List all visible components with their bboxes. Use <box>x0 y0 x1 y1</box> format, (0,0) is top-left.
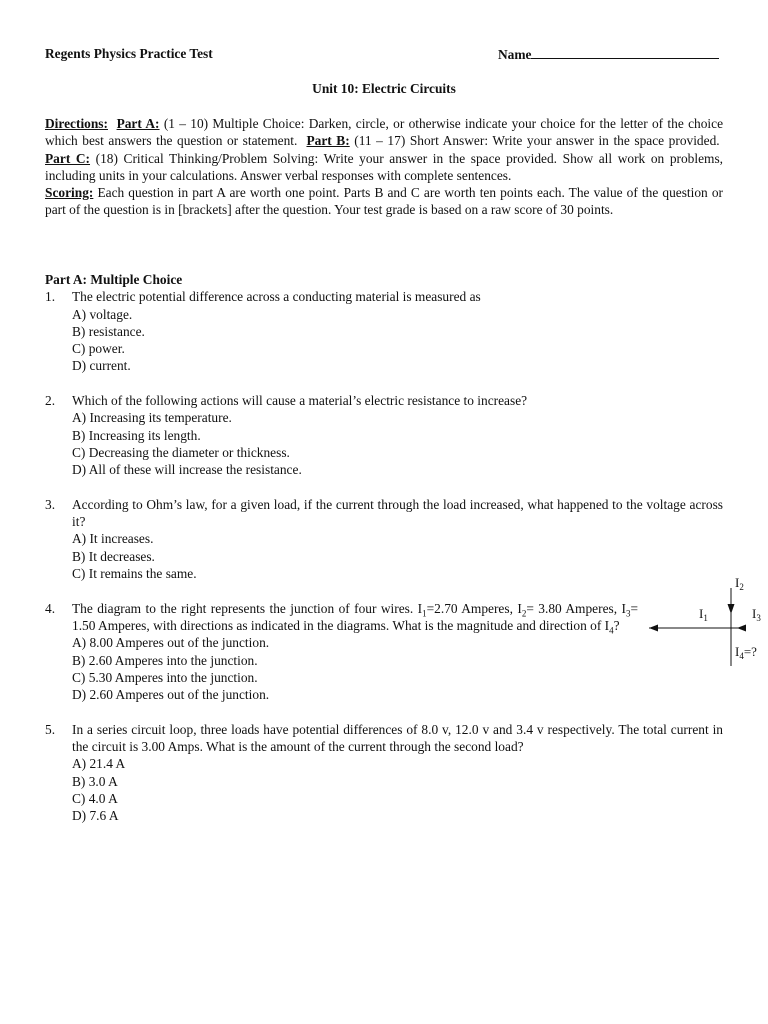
answer-option-d[interactable]: D) 7.6 A <box>72 808 119 824</box>
part-b-text: (11 – 17) Short Answer: Write your answer in the space provided. <box>354 133 720 149</box>
part-a-section <box>45 271 761 825</box>
answer-option-a[interactable]: A) 21.4 A <box>72 756 126 772</box>
answer-option-c[interactable]: C) 5.30 Amperes into the junction. <box>72 669 258 685</box>
part-b-label: Part B: <box>306 133 350 149</box>
answer-option-b[interactable]: B) It decreases. <box>72 548 155 564</box>
part-a-text: (1 – 10) Multiple Choice: Darken, circle, or otherwise indicate your choice for the letter of the choice which best answers the question or statement. <box>45 116 724 149</box>
question-text: Which of the following actions will cause a material’s electric resistance to increase? <box>72 393 528 409</box>
answer-option-c[interactable]: C) Decreasing the diameter or thickness. <box>72 444 290 460</box>
i1-arrow <box>649 624 658 631</box>
answer-option-d[interactable]: D) 2.60 Amperes out of the junction. <box>72 687 270 703</box>
question-2 <box>45 392 723 478</box>
answer-option-b[interactable]: B) resistance. <box>72 323 145 339</box>
question-5 <box>45 721 723 825</box>
directions-block <box>45 115 723 219</box>
question-4 <box>45 575 761 704</box>
i4-label: $I_4=$? <box>735 643 757 661</box>
name-blank-line[interactable] <box>531 45 719 59</box>
question-number: 1. <box>45 289 56 305</box>
unit-title: Unit 10: Electric Circuits <box>312 81 456 96</box>
answer-option-b[interactable]: B) 3.0 A <box>72 773 118 789</box>
answer-option-c[interactable]: C) It remains the same. <box>72 566 197 582</box>
answer-option-b[interactable]: B) Increasing its length. <box>72 427 201 443</box>
question-text: The electric potential difference across a conducting material is measured as <box>72 289 481 305</box>
answer-option-a[interactable]: A) 8.00 Amperes out of the junction. <box>72 635 270 651</box>
answer-options <box>72 409 723 478</box>
part-a-title: Part A: Multiple Choice <box>45 272 183 287</box>
question-number: 5. <box>45 721 56 737</box>
i3-arrow <box>737 624 746 631</box>
answer-option-a[interactable]: A) Increasing its temperature. <box>72 410 232 426</box>
test-title: Regents Physics Practice Test <box>45 46 213 61</box>
answer-option-c[interactable]: C) power. <box>72 341 125 357</box>
question-number: 4. <box>45 600 56 616</box>
i2-label: $I_2$ <box>735 575 744 592</box>
question-3 <box>45 496 723 582</box>
answer-options <box>72 530 723 582</box>
scoring-text: Each question in part A are worth one point. Parts B and C are worth ten points each. The value of the question or part of the question is in [brackets] after the question. Your test grade is based on a raw score of 30 points. <box>45 185 723 218</box>
answer-option-c[interactable]: C) 4.0 A <box>72 790 118 806</box>
answer-options <box>72 306 723 375</box>
question-text: The diagram to the right represents the junction of four wires. $I_1=2.70$ Amperes, $I_2= 3.80$ Amperes, $I_3= 1.50$ Amperes, with directions as indicated in the diagrams. What is the magnitude and direction of $I_4$? <box>72 600 638 636</box>
question-1 <box>45 288 723 374</box>
name-label: Name <box>498 47 532 62</box>
answer-option-d[interactable]: D) All of these will increase the resistance. <box>72 462 302 478</box>
answer-options <box>72 634 723 703</box>
part-a-label: Part A: <box>116 116 160 131</box>
answer-option-a[interactable]: A) voltage. <box>72 306 133 322</box>
question-number: 2. <box>45 393 56 409</box>
i3-label: $I_3$ <box>752 605 761 623</box>
part-c-label: Part C: <box>45 150 91 166</box>
question-text: According to Ohm’s law, for a given load, if the current through the load increased, what happened to the voltage across it? <box>72 496 723 530</box>
i2-arrow <box>728 604 735 614</box>
scoring-paragraph <box>45 184 723 219</box>
question-number: 3. <box>45 496 56 512</box>
junction-diagram <box>649 576 768 672</box>
scoring-label: Scoring: <box>45 185 94 201</box>
part-c-text: (18) Critical Thinking/Problem Solving: Write your answer in the space provided. Show all work on problems, including units in your calculations. Answer verbal responses with complete sentences. <box>45 150 724 183</box>
answer-options <box>72 755 723 824</box>
answer-option-a[interactable]: A) It increases. <box>72 531 154 547</box>
i1-label: $I_1$ <box>699 605 708 623</box>
answer-option-b[interactable]: B) 2.60 Amperes into the junction. <box>72 652 258 668</box>
directions-label: Directions: <box>45 116 108 131</box>
page-header <box>45 45 723 63</box>
question-text: In a series circuit loop, three loads have potential differences of 8.0 v, 12.0 v and 3.4 v respectively. The total current in the circuit is 3.00 Amps. What is the amount of the current through the second load? <box>72 721 723 755</box>
directions-paragraph <box>45 115 723 184</box>
answer-option-d[interactable]: D) current. <box>72 358 131 374</box>
name-field[interactable] <box>498 45 719 63</box>
